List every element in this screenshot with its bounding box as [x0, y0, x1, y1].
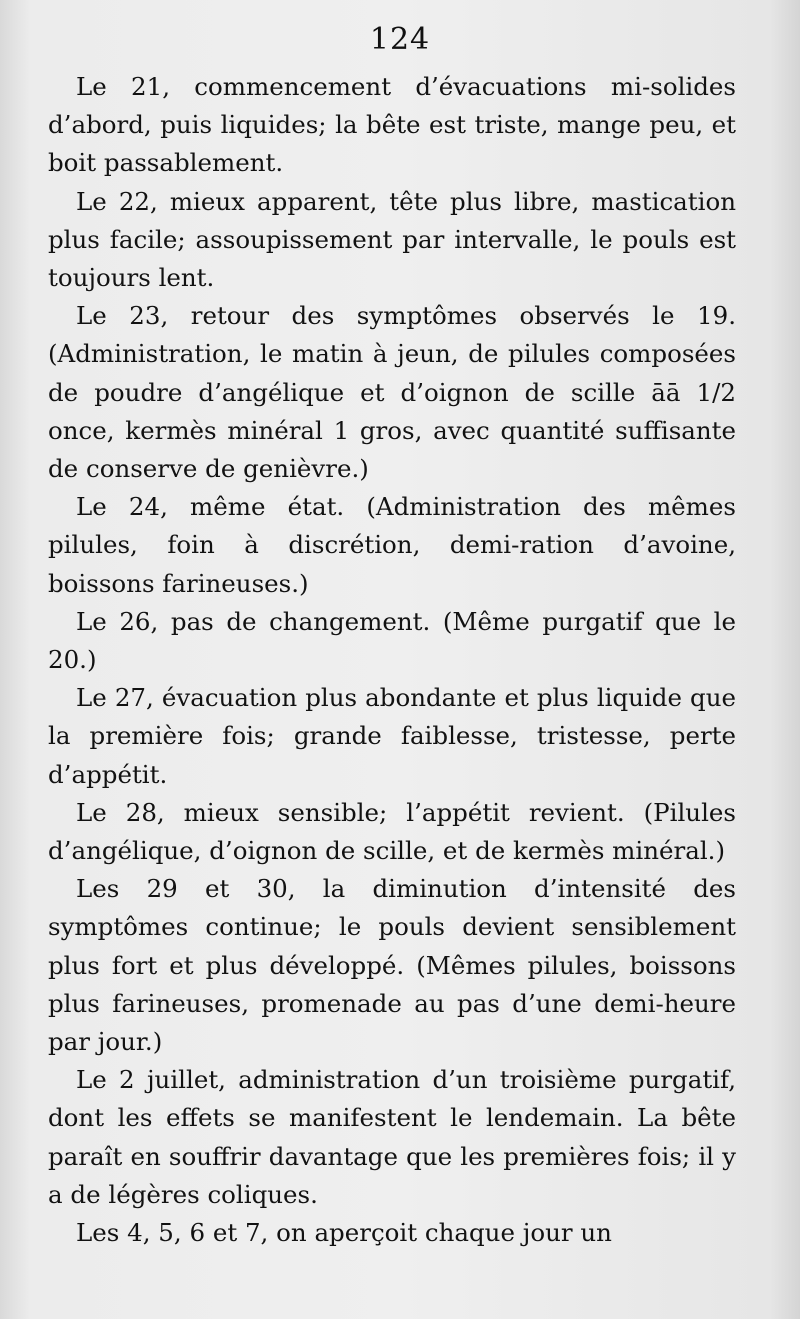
page-number: 124 [369, 22, 431, 57]
body-text [48, 68, 736, 1252]
paragraph-2-juillet: Le 2 juillet, administration d’un troisième purgatif, dont les effets se manifestent le lendemain. La bête paraît en souffrir davantage que les premières fois; il y a de légères coliques. [48, 1065, 736, 1209]
paragraph-27: Le 27, évacuation plus abondante et plus liquide que la première fois; grande faiblesse, tristesse, perte d’appétit. [48, 683, 736, 789]
paragraph-29-30: Les 29 et 30, la diminution d’intensité des symptômes continue; le pouls devient sensiblement plus fort et plus développé. (Mêmes pilules, boissons plus farineuses, promenade au pas d’une demi-heure par jour.) [48, 874, 736, 1057]
paragraph-23: Le 23, retour des symptômes observés le 19. (Administration, le matin à jeun, de pilules composées de poudre d’angélique et d’oignon de scille āā 1/2 once, kermès minéral 1 gros, avec quantité suffisante de conserve de genièvre.) [48, 301, 736, 484]
paragraph-21: Le 21, commencement d’évacuations mi-solides d’abord, puis liquides; la bête est triste, mange peu, et boit passablement. [48, 72, 736, 178]
paragraph-4-7: Les 4, 5, 6 et 7, on aperçoit chaque jour un [76, 1218, 612, 1248]
paragraph-26: Le 26, pas de changement. (Même purgatif que le 20.) [48, 606, 736, 675]
paragraph-28: Le 28, mieux sensible; l’appétit revient. (Pilules d’angélique, d’oignon de scille, et de kermès minéral.) [48, 797, 736, 866]
paragraph-24: Le 24, même état. (Administration des mêmes pilules, foin à discrétion, demi-ration d’avoine, boissons farineuses.) [48, 492, 736, 598]
paragraph-22: Le 22, mieux apparent, tête plus libre, mastication plus facile; assoupissement par intervalle, le pouls est toujours lent. [48, 186, 736, 293]
